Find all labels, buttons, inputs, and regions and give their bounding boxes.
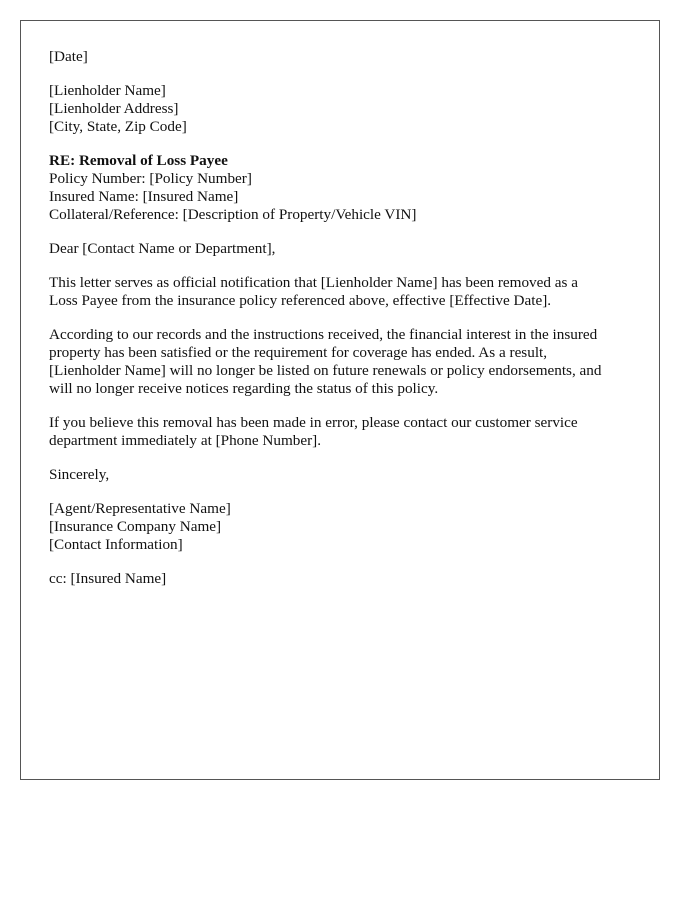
letter-body (49, 48, 639, 604)
signature-contact: [Contact Information] (49, 536, 183, 553)
cc-line: cc: [Insured Name] (49, 570, 167, 587)
subject-re-line: RE: Removal of Loss Payee (49, 152, 228, 169)
letter-page (20, 20, 660, 780)
salutation: Dear [Contact Name or Department], (49, 240, 276, 257)
recipient-address: [Lienholder Address] (49, 100, 179, 117)
paragraph-line: property has been satisfied or the requirement for coverage has ended. As a result, (49, 344, 548, 361)
letter-date: [Date] (49, 48, 88, 65)
closing: Sincerely, (49, 466, 110, 483)
paragraph-records (49, 326, 639, 398)
recipient-address-block (49, 82, 639, 136)
date-block (49, 48, 639, 66)
paragraph-line: Loss Payee from the insurance policy referenced above, effective [Effective Date]. (49, 292, 552, 309)
salutation-block (49, 240, 639, 258)
paragraph-line: department immediately at [Phone Number]. (49, 432, 322, 449)
recipient-name: [Lienholder Name] (49, 82, 166, 99)
recipient-city-state-zip: [City, State, Zip Code] (49, 118, 187, 135)
policy-number-line: Policy Number: [Policy Number] (49, 170, 252, 187)
signature-block (49, 500, 639, 554)
paragraph-notification (49, 274, 639, 310)
paragraph-line: According to our records and the instructions received, the financial interest in the insured (49, 326, 598, 343)
subject-block (49, 152, 639, 224)
paragraph-line: will no longer receive notices regarding the status of this policy. (49, 380, 439, 397)
cc-block (49, 570, 639, 588)
collateral-line: Collateral/Reference: [Description of Property/Vehicle VIN] (49, 206, 417, 223)
closing-block (49, 466, 639, 484)
paragraph-line: If you believe this removal has been made in error, please contact our customer service (49, 414, 578, 431)
insured-name-line: Insured Name: [Insured Name] (49, 188, 239, 205)
signature-company: [Insurance Company Name] (49, 518, 222, 535)
signature-agent: [Agent/Representative Name] (49, 500, 231, 517)
paragraph-error-contact (49, 414, 639, 450)
paragraph-line: This letter serves as official notification that [Lienholder Name] has been removed as a (49, 274, 578, 291)
paragraph-line: [Lienholder Name] will no longer be listed on future renewals or policy endorsements, and (49, 362, 602, 379)
